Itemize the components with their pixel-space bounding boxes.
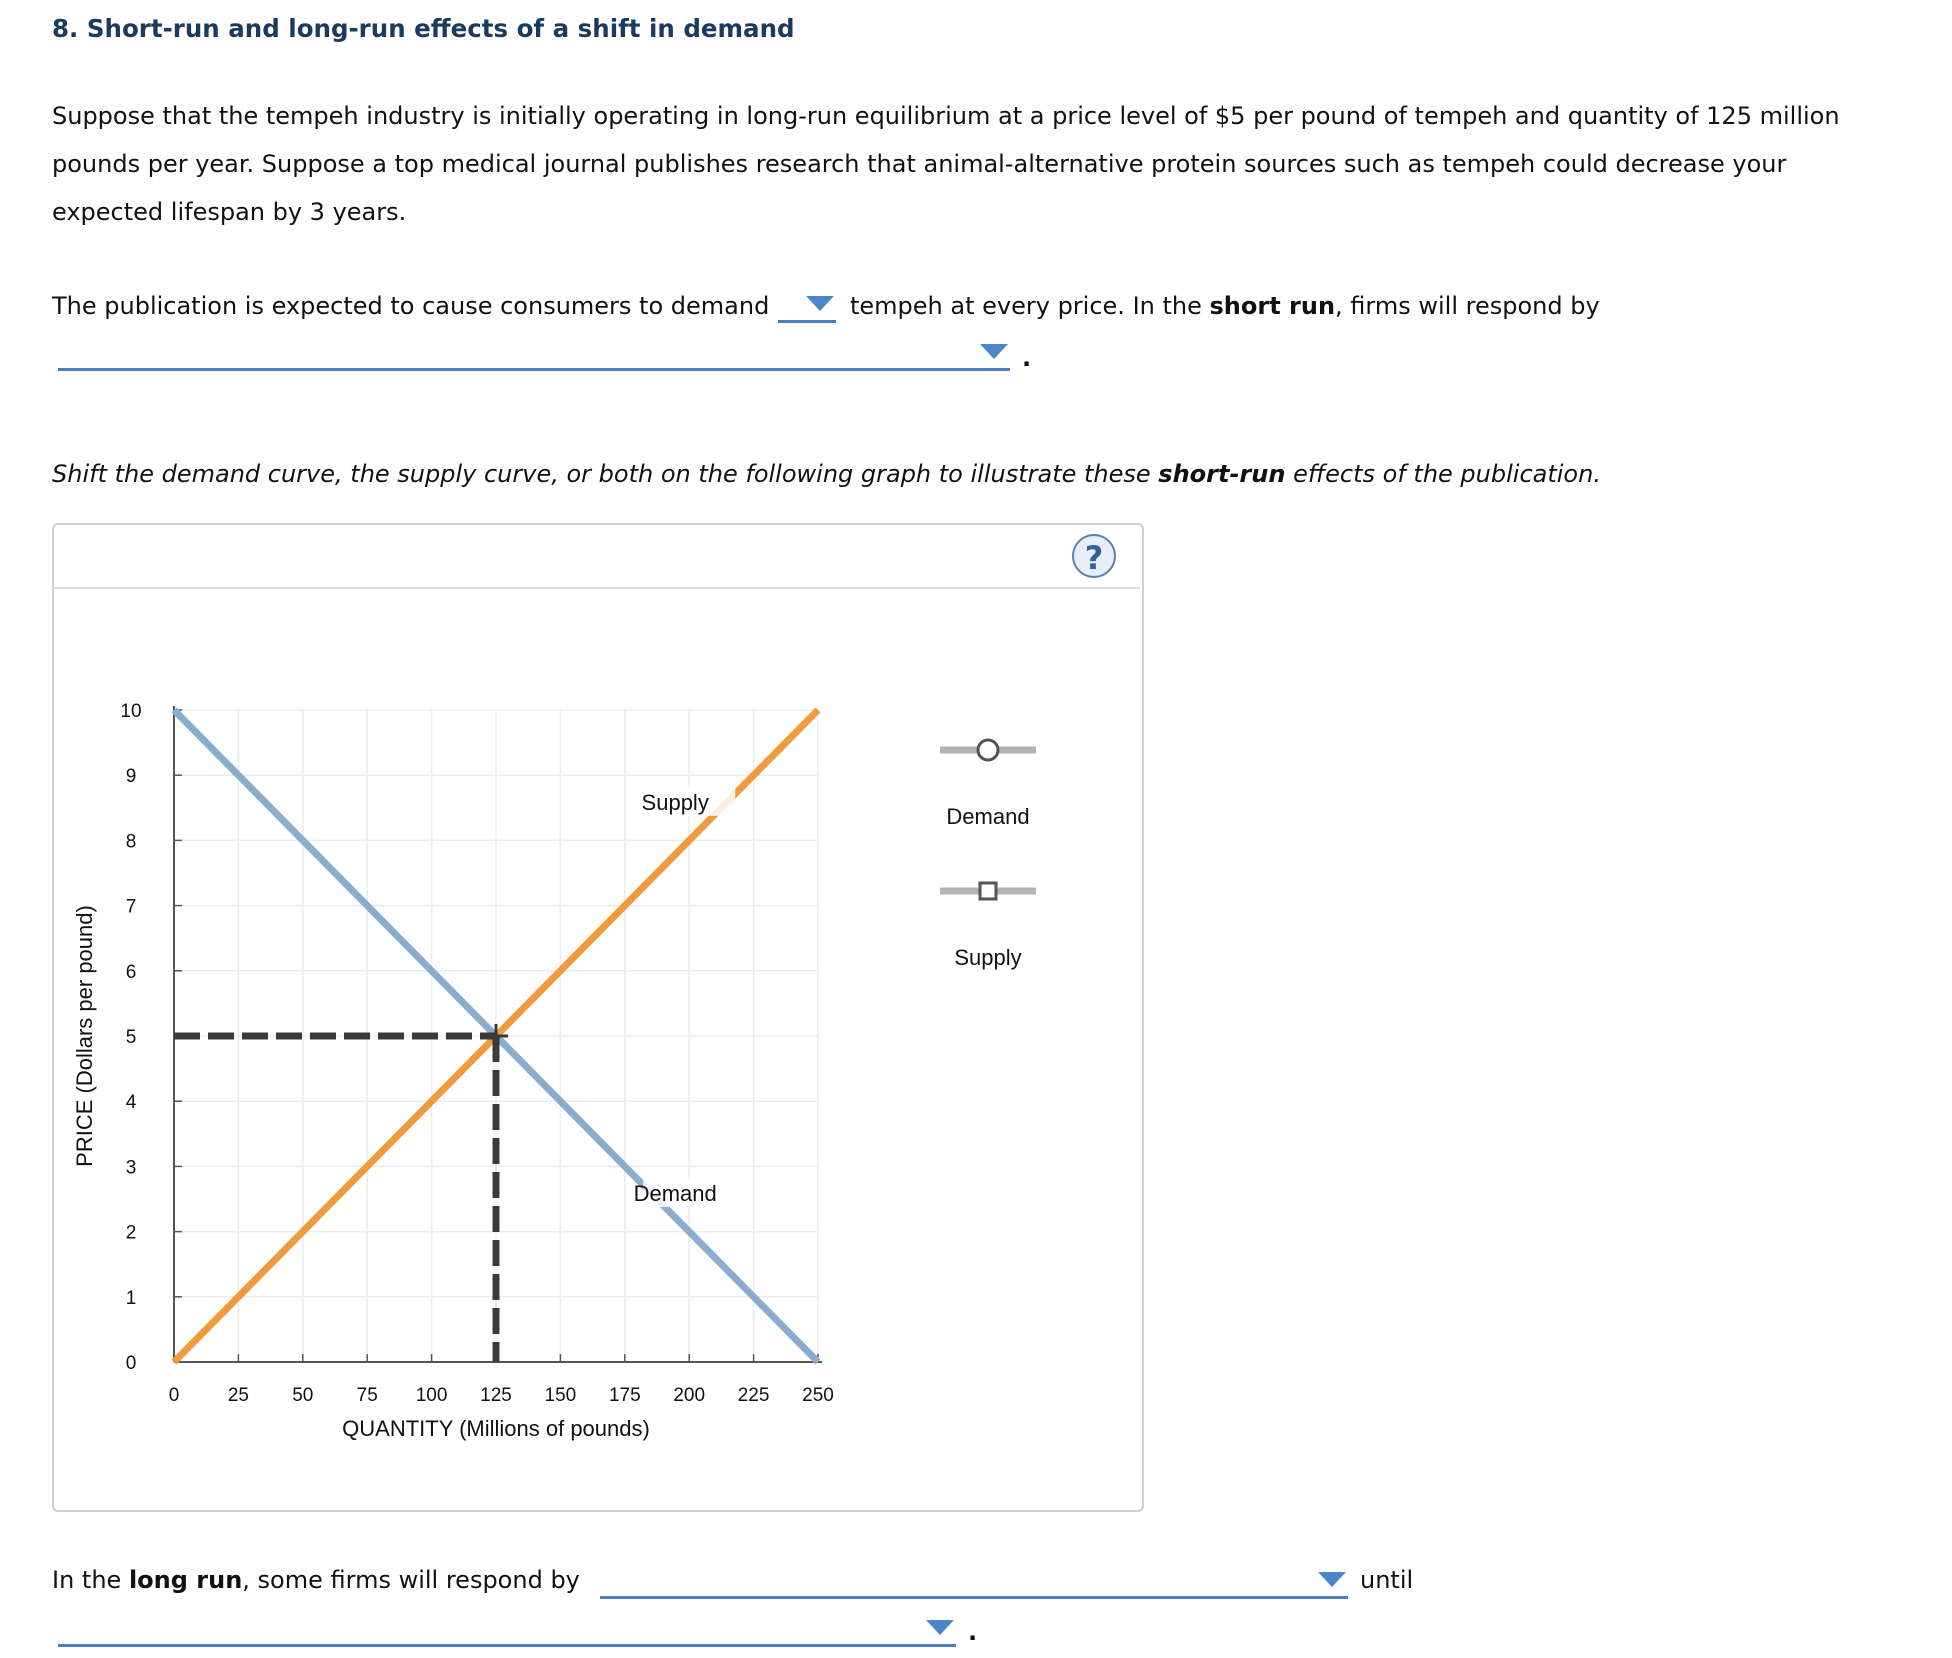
- x-tick-label: 150: [544, 1385, 577, 1406]
- y-tick-label: 6: [125, 961, 137, 983]
- x-tick-label: 50: [292, 1385, 314, 1406]
- x-tick-label: 200: [673, 1385, 706, 1406]
- x-tick-label: 25: [227, 1385, 249, 1406]
- demand-curve-label: Demand: [633, 1181, 717, 1206]
- x-axis-title: QUANTITY (Millions of pounds): [342, 1416, 650, 1441]
- question1-text-a: The publication is expected to cause consumers to demand: [52, 292, 770, 320]
- x-tick-label: 175: [608, 1385, 641, 1406]
- y-tick-label: 5: [125, 1027, 137, 1048]
- long-run-period: .: [968, 1618, 978, 1646]
- x-tick-label: 125: [480, 1385, 512, 1406]
- chart-legend: [940, 740, 1036, 970]
- supply-curve-label: Supply: [641, 789, 709, 815]
- supply-tool[interactable]: [940, 883, 1036, 970]
- y-tick-label: 8: [125, 831, 137, 853]
- legend-square-marker: [980, 883, 996, 899]
- y-tick-label: 1: [125, 1287, 137, 1309]
- chevron-down-icon: [1318, 1572, 1346, 1587]
- x-tick-label: 225: [737, 1385, 770, 1406]
- long-run-until-dropdown[interactable]: [58, 1616, 956, 1647]
- y-tick-label: 10: [120, 701, 142, 722]
- question1-text-b: tempeh at every price. In the short run, firms will respond by: [850, 292, 1600, 320]
- legend-label: Supply: [954, 945, 1022, 970]
- chart-labels: [72, 788, 735, 1441]
- y-tick-label: 0: [125, 1353, 137, 1374]
- long-run-response-dropdown[interactable]: [600, 1568, 1348, 1599]
- y-axis-title: PRICE (Dollars per pound): [72, 905, 97, 1167]
- legend-label: Demand: [946, 804, 1030, 829]
- y-tick-label: 4: [125, 1092, 137, 1114]
- until-text: until: [1360, 1566, 1414, 1594]
- page-title: 8. Short-run and long-run effects of a shift in demand: [52, 14, 795, 43]
- x-tick-label: 250: [802, 1385, 834, 1406]
- x-tick-label: 75: [356, 1385, 378, 1406]
- y-tick-label: 3: [125, 1157, 137, 1179]
- legend-circle-marker: [978, 740, 998, 760]
- question1-period: .: [1022, 344, 1032, 372]
- graph-instruction: Shift the demand curve, the supply curve, or both on the following graph to illustrate these short-run effects of the publication.: [52, 460, 1601, 488]
- y-tick-label: 9: [125, 766, 137, 788]
- help-icon[interactable]: ?: [1072, 534, 1116, 578]
- y-tick-label: 7: [125, 896, 137, 918]
- demand-tool[interactable]: [940, 740, 1036, 829]
- x-tick-label: 0: [168, 1385, 180, 1406]
- y-tick-label: 2: [125, 1222, 137, 1244]
- chevron-down-icon: [926, 1620, 954, 1635]
- long-run-text: In the long run, some firms will respond by: [52, 1566, 580, 1594]
- intro-paragraph: Suppose that the tempeh industry is initially operating in long-run equilibrium at a price level of $5 per pound of tempeh and quantity of 125 million pounds per year. Suppose a top medical journal publishes research that animal-alternative protein sources such as tempeh could decrease your expected lifespan by 3 years.: [52, 102, 1840, 226]
- x-tick-label: 100: [415, 1385, 448, 1406]
